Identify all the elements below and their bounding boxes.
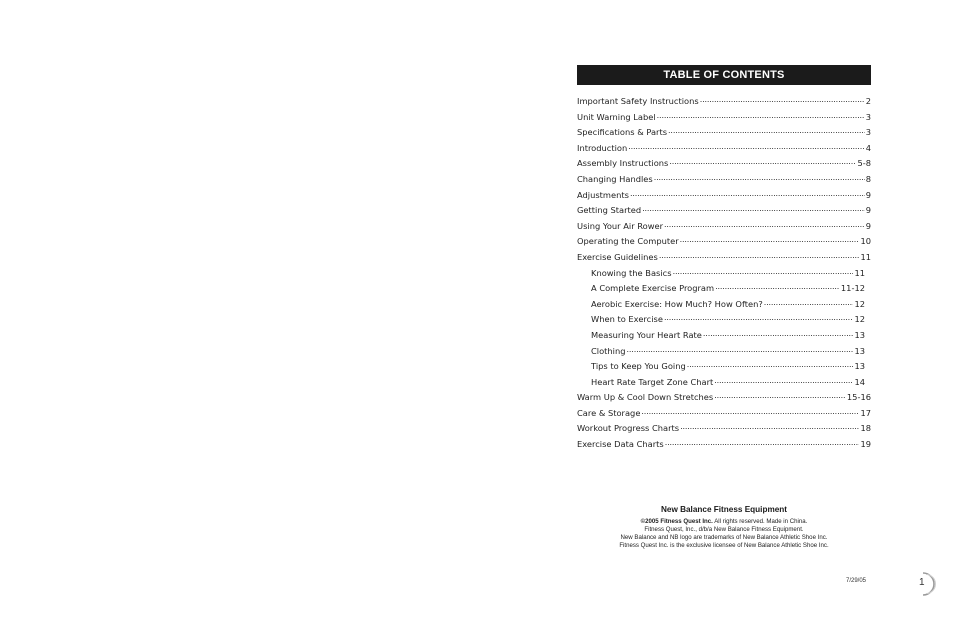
toc-entry-page: 5-8	[857, 158, 871, 169]
copyright-notice: All rights reserved. Made in China.	[712, 518, 808, 525]
toc-subentry[interactable]	[577, 359, 871, 375]
license-line: Fitness Quest Inc. is the exclusive licensee of New Balance Athletic Shoe Inc.	[619, 542, 829, 549]
toc-entry-title: Aerobic Exercise: How Much? How Often?	[591, 298, 763, 309]
toc-entry-page: 8	[865, 173, 871, 184]
toc-subentry[interactable]	[577, 281, 871, 297]
toc-entry-title: Clothing	[591, 345, 626, 356]
toc-entry-title: Exercise Data Charts	[577, 439, 664, 450]
dot-leader	[654, 172, 865, 182]
toc-entry-title: Introduction	[577, 142, 628, 153]
page-number-badge	[914, 572, 936, 596]
toc-subentry[interactable]	[577, 266, 871, 282]
toc-entry-title: Operating the Computer	[577, 236, 679, 247]
dot-leader	[669, 156, 856, 166]
revision-date: 7/29/05	[846, 578, 867, 584]
company-name: New Balance Fitness Equipment	[660, 505, 788, 514]
toc-entry-page: 9	[865, 220, 871, 231]
toc-entry-page: 17	[860, 407, 871, 418]
dot-leader	[664, 312, 853, 322]
toc-entry[interactable]	[577, 156, 871, 172]
toc-entry-page: 3	[865, 111, 871, 122]
toc-subentry[interactable]	[577, 297, 871, 313]
page-number: 1	[919, 577, 925, 588]
trademark-line: New Balance and NB logo are trademarks of New Balance Athletic Shoe Inc.	[620, 534, 828, 541]
dot-leader	[641, 406, 859, 416]
toc-list	[577, 94, 871, 453]
toc-entry[interactable]	[577, 437, 871, 453]
dot-leader	[703, 328, 854, 338]
dot-leader	[714, 390, 846, 400]
copyright-holder: ©2005 Fitness Quest Inc.	[640, 518, 713, 525]
toc-entry[interactable]	[577, 188, 871, 204]
dot-leader	[687, 359, 854, 369]
toc-entry-title: Unit Warning Label	[577, 111, 656, 122]
dot-leader	[764, 297, 854, 307]
dot-leader	[657, 110, 865, 120]
toc-entry[interactable]	[577, 390, 871, 406]
toc-subentry[interactable]	[577, 344, 871, 360]
toc-entry[interactable]	[577, 125, 871, 141]
toc-entry-page: 15-16	[846, 392, 871, 403]
toc-entry-title: Workout Progress Charts	[577, 423, 680, 434]
dot-leader	[715, 281, 840, 291]
toc-entry-title: Measuring Your Heart Rate	[591, 329, 702, 340]
dot-leader	[680, 234, 860, 244]
dot-leader	[668, 125, 865, 135]
toc-subentry[interactable]	[577, 328, 871, 344]
toc-entry-page: 2	[865, 96, 871, 106]
page-tab-icon	[914, 572, 936, 596]
toc-subentry[interactable]	[577, 375, 871, 391]
toc-entry-page: 14	[854, 376, 865, 387]
toc-entry-title: Adjustments	[577, 189, 629, 200]
toc-entry-title: Exercise Guidelines	[577, 251, 658, 262]
toc-entry[interactable]	[577, 203, 871, 219]
toc-entry[interactable]	[577, 406, 871, 422]
toc-entry[interactable]	[577, 421, 871, 437]
dot-leader	[659, 250, 860, 260]
toc-entry-title: A Complete Exercise Program	[591, 283, 715, 294]
dot-leader	[714, 375, 853, 385]
toc-entry[interactable]	[577, 94, 871, 110]
dot-leader	[664, 219, 865, 229]
toc-entry-page: 19	[860, 439, 871, 450]
toc-entry-page: 11-12	[840, 283, 865, 294]
toc-heading: TABLE OF CONTENTS	[577, 65, 871, 85]
toc-entry-page: 13	[854, 329, 865, 340]
toc-entry-page: 9	[865, 205, 871, 216]
toc-entry[interactable]	[577, 141, 871, 157]
dot-leader	[700, 94, 865, 104]
toc-entry[interactable]	[577, 110, 871, 126]
toc-entry-page: 11	[860, 251, 871, 262]
copyright-line	[577, 518, 871, 526]
toc-entry-page: 13	[854, 345, 865, 356]
dot-leader	[680, 421, 859, 431]
toc-entry-page: 12	[854, 314, 865, 325]
toc-entry[interactable]	[577, 250, 871, 266]
toc-entry-title: When to Exercise	[591, 314, 663, 325]
toc-entry-title: Tips to Keep You Going	[591, 361, 686, 372]
toc-entry-page: 9	[865, 189, 871, 200]
toc-entry-page: 12	[854, 298, 865, 309]
toc-entry[interactable]	[577, 172, 871, 188]
dot-leader	[665, 437, 860, 447]
toc-entry-page: 10	[860, 236, 871, 247]
toc-entry-title: Care & Storage	[577, 407, 641, 418]
toc-entry[interactable]	[577, 234, 871, 250]
toc-entry-title: Heart Rate Target Zone Chart	[591, 376, 714, 387]
dot-leader	[628, 141, 864, 151]
dot-leader	[627, 344, 854, 354]
toc-entry-page: 4	[865, 142, 871, 153]
toc-entry-page: 3	[865, 127, 871, 138]
dot-leader	[642, 203, 865, 213]
toc-entry-title: Getting Started	[577, 205, 642, 216]
toc-entry-page: 13	[854, 361, 865, 372]
dba-line: Fitness Quest, Inc., d/b/a New Balance Fitness Equipment.	[644, 526, 804, 533]
toc-entry-title: Using Your Air Rower	[577, 220, 664, 231]
toc-entry-title: Assembly Instructions	[577, 158, 669, 169]
toc-entry-page: 18	[860, 423, 871, 434]
table-of-contents	[577, 65, 871, 453]
toc-subentry[interactable]	[577, 312, 871, 328]
toc-entry-title: Specifications & Parts	[577, 127, 668, 138]
dot-leader	[630, 188, 865, 198]
toc-entry-title: Knowing the Basics	[591, 267, 672, 278]
toc-entry-title: Changing Handles	[577, 173, 653, 184]
toc-entry-title: Important Safety Instructions	[577, 96, 699, 106]
toc-entry[interactable]	[577, 219, 871, 235]
toc-entry-page: 11	[854, 267, 865, 278]
dot-leader	[673, 266, 854, 276]
publisher-footer	[577, 505, 871, 550]
toc-entry-title: Warm Up & Cool Down Stretches	[577, 392, 714, 403]
